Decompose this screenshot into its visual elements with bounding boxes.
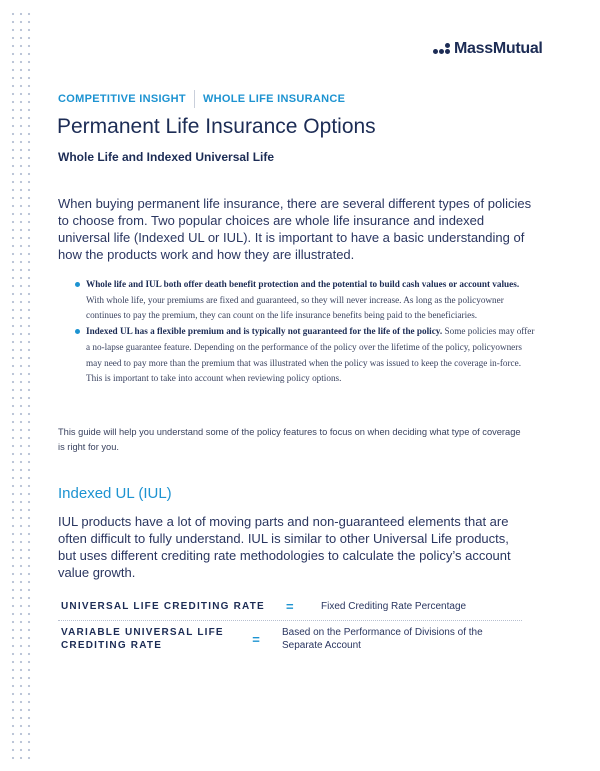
- bullet-lead: Indexed UL has a flexible premium and is typically not guaranteed for the life of the policy.: [86, 326, 443, 337]
- bullet-item: [58, 324, 536, 387]
- page-title: Permanent Life Insurance Options: [57, 115, 376, 138]
- guide-paragraph: This guide will help you understand some of the policy features to focus on when deciding what type of coverage is right for you.: [58, 427, 521, 452]
- iul-section-title: Indexed UL (IUL): [58, 485, 172, 502]
- eyebrow: [58, 90, 345, 108]
- equals-sign: =: [286, 599, 294, 614]
- bullet-dot-icon: [75, 282, 80, 287]
- brand-name: MassMutual: [454, 40, 543, 57]
- massmutual-logo: [433, 40, 543, 58]
- crediting-rate-row: [58, 621, 522, 657]
- category-label: COMPETITIVE INSIGHT: [58, 93, 186, 105]
- bullet-body: Some policies may offer a no-lapse guarantee feature. Depending on the performance of the policy over the lifetime of the policy, policyowners may need to pay more than the premium that was illustrated when the policy was issued to keep the coverage in-force. This is important to take into account when reviewing policy options.: [86, 326, 535, 384]
- rate-value: Fixed Crediting Rate Percentage: [321, 601, 467, 612]
- bullet-body: With whole life, your premiums are fixed and guaranteed, so they will never increase. As long as the policyowner continues to pay the premium, they can count on the life insurance benefits being paid to the beneficiaries.: [86, 294, 504, 321]
- topic-label: WHOLE LIFE INSURANCE: [202, 93, 346, 105]
- rate-value: Based on the Performance of Divisions of the Separate Account: [281, 627, 483, 651]
- bullet-dot-icon: [75, 329, 80, 334]
- rate-label: VARIABLE UNIVERSAL LIFE CREDITING RATE: [61, 627, 224, 651]
- equals-sign: =: [252, 631, 260, 647]
- eyebrow-divider: [194, 90, 195, 108]
- decorative-dot-pattern: [9, 10, 33, 762]
- iul-paragraph: IUL products have a lot of moving parts and non-guaranteed elements that are often difficult to fully understand. IUL is similar to other Universal Life products, but uses different crediting rate methodologies to calculate the policy’s account value growth.: [58, 514, 511, 580]
- bullet-item: [58, 277, 536, 324]
- page-subtitle: Whole Life and Indexed Universal Life: [58, 150, 275, 164]
- crediting-rate-row: [58, 593, 522, 621]
- intro-paragraph: When buying permanent life insurance, there are several different types of policies to choose from. Two popular choices are whole life insurance and indexed universal life (Indexed UL or IUL). It is important to have a basic understanding of how the products work and how they are illustrated.: [58, 196, 532, 262]
- bullet-list: [58, 277, 536, 387]
- logo-dots-icon: [433, 43, 451, 55]
- bullet-lead: Whole life and IUL both offer death benefit protection and the potential to build cash values or account values.: [86, 279, 520, 289]
- rate-label: UNIVERSAL LIFE CREDITING RATE: [61, 601, 265, 612]
- crediting-rate-table: [58, 593, 522, 657]
